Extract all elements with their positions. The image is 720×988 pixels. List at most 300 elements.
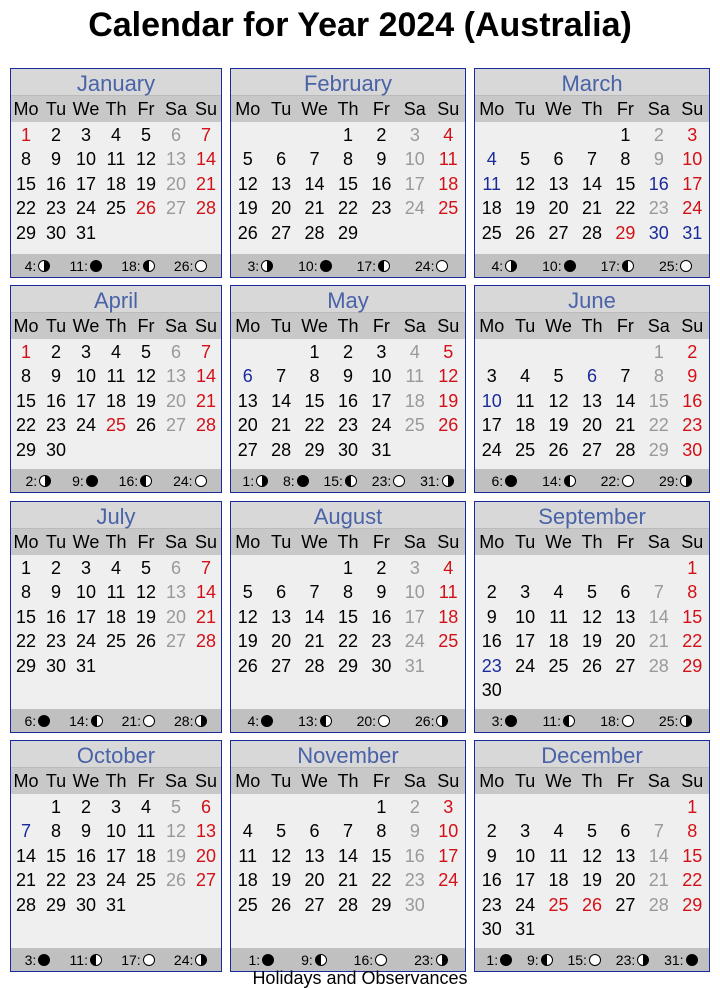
day-cell[interactable]: 5 (586, 582, 597, 603)
day-cell[interactable]: 28 (581, 222, 602, 243)
day-cell[interactable]: 17 (75, 390, 97, 411)
day-cell[interactable]: 18 (438, 173, 459, 194)
day-cell[interactable]: 2 (50, 558, 61, 578)
day-cell[interactable]: 29 (648, 439, 669, 460)
day-cell[interactable]: 12 (135, 366, 157, 387)
day-cell[interactable]: 29 (682, 894, 703, 915)
day-cell[interactable]: 9 (486, 606, 497, 627)
day-cell[interactable]: 27 (581, 439, 602, 460)
day-cell[interactable]: 14 (304, 606, 325, 627)
day-cell[interactable]: 21 (271, 415, 292, 436)
day-cell[interactable]: 29 (337, 655, 358, 676)
day-cell[interactable]: 7 (309, 582, 320, 603)
day-cell[interactable]: 4 (110, 342, 121, 362)
day-cell[interactable]: 19 (581, 631, 602, 652)
day-cell[interactable]: 14 (195, 582, 217, 603)
day-cell[interactable]: 17 (105, 845, 127, 866)
day-cell[interactable]: 15 (45, 845, 67, 866)
day-cell[interactable]: 2 (409, 797, 420, 817)
day-cell[interactable]: 12 (548, 390, 569, 411)
day-cell[interactable]: 17 (682, 173, 703, 194)
day-cell[interactable]: 12 (165, 821, 187, 842)
day-cell[interactable]: 4 (486, 149, 497, 170)
day-cell[interactable]: 12 (515, 173, 536, 194)
day-cell[interactable]: 28 (195, 198, 217, 219)
day-cell[interactable]: 5 (170, 797, 181, 817)
day-cell[interactable]: 26 (548, 439, 569, 460)
day-cell[interactable]: 2 (376, 125, 387, 145)
day-cell[interactable]: 17 (515, 631, 536, 652)
day-cell[interactable]: 2 (687, 342, 698, 362)
day-cell[interactable]: 6 (170, 125, 181, 145)
day-cell[interactable]: 27 (165, 198, 187, 219)
day-cell[interactable]: 15 (682, 845, 703, 866)
day-cell[interactable]: 24 (75, 198, 97, 219)
day-cell[interactable]: 22 (648, 415, 669, 436)
day-cell[interactable]: 12 (438, 366, 459, 387)
day-cell[interactable]: 19 (237, 631, 258, 652)
day-cell[interactable]: 23 (371, 631, 392, 652)
day-cell[interactable]: 5 (443, 342, 454, 362)
day-cell[interactable]: 17 (75, 606, 97, 627)
day-cell[interactable]: 16 (45, 606, 67, 627)
day-cell[interactable]: 10 (75, 582, 97, 603)
day-cell[interactable]: 4 (110, 125, 121, 145)
day-cell[interactable]: 22 (682, 631, 703, 652)
day-cell[interactable]: 22 (682, 870, 703, 891)
day-cell[interactable]: 11 (405, 366, 425, 387)
day-cell[interactable]: 10 (682, 149, 703, 170)
day-cell[interactable]: 8 (342, 582, 353, 603)
day-cell[interactable]: 18 (105, 606, 127, 627)
day-cell[interactable]: 1 (687, 558, 698, 578)
day-cell[interactable]: 9 (376, 149, 387, 170)
day-cell[interactable]: 1 (50, 797, 61, 817)
day-cell[interactable]: 7 (653, 821, 664, 842)
day-cell[interactable]: 21 (648, 870, 669, 891)
day-cell[interactable]: 15 (682, 606, 703, 627)
day-cell[interactable]: 30 (481, 918, 502, 939)
day-cell[interactable]: 26 (581, 894, 602, 915)
day-cell[interactable]: 12 (135, 149, 157, 170)
day-cell[interactable]: 28 (195, 415, 217, 436)
day-cell[interactable]: 26 (237, 222, 258, 243)
day-cell[interactable]: 31 (75, 222, 97, 243)
day-cell[interactable]: 13 (165, 149, 187, 170)
day-cell[interactable]: 30 (371, 655, 392, 676)
day-cell[interactable]: 1 (342, 125, 353, 145)
day-cell[interactable]: 25 (548, 894, 569, 915)
day-cell[interactable]: 11 (106, 366, 126, 387)
day-cell[interactable]: 29 (15, 655, 37, 676)
day-cell[interactable]: 11 (106, 582, 126, 603)
day-cell[interactable]: 24 (682, 198, 703, 219)
day-cell[interactable]: 13 (195, 821, 217, 842)
day-cell[interactable]: 26 (237, 655, 258, 676)
day-cell[interactable]: 25 (438, 198, 459, 219)
day-cell[interactable]: 16 (682, 390, 703, 411)
day-cell[interactable]: 19 (515, 198, 536, 219)
day-cell[interactable]: 1 (20, 558, 31, 578)
day-cell[interactable]: 13 (548, 173, 569, 194)
day-cell[interactable]: 17 (404, 606, 425, 627)
day-cell[interactable]: 31 (105, 894, 127, 915)
day-cell[interactable]: 5 (586, 821, 597, 842)
day-cell[interactable]: 17 (515, 870, 536, 891)
day-cell[interactable]: 25 (105, 415, 127, 436)
day-cell[interactable]: 16 (45, 390, 67, 411)
day-cell[interactable]: 6 (200, 797, 211, 817)
day-cell[interactable]: 19 (548, 415, 569, 436)
day-cell[interactable]: 22 (15, 415, 37, 436)
day-cell[interactable]: 30 (75, 894, 97, 915)
day-cell[interactable]: 14 (648, 606, 669, 627)
day-cell[interactable]: 20 (548, 198, 569, 219)
day-cell[interactable]: 18 (237, 870, 258, 891)
day-cell[interactable]: 23 (75, 870, 97, 891)
day-cell[interactable]: 17 (481, 415, 502, 436)
day-cell[interactable]: 8 (620, 149, 631, 170)
day-cell[interactable]: 24 (404, 198, 425, 219)
day-cell[interactable]: 3 (80, 558, 91, 578)
day-cell[interactable]: 20 (195, 845, 217, 866)
day-cell[interactable]: 13 (165, 582, 187, 603)
day-cell[interactable]: 23 (481, 655, 502, 676)
day-cell[interactable]: 5 (140, 125, 151, 145)
day-cell[interactable]: 2 (486, 582, 497, 603)
day-cell[interactable]: 8 (342, 149, 353, 170)
day-cell[interactable]: 19 (581, 870, 602, 891)
day-cell[interactable]: 3 (80, 342, 91, 362)
day-cell[interactable]: 1 (376, 797, 387, 817)
day-cell[interactable]: 12 (581, 606, 602, 627)
day-cell[interactable]: 24 (404, 631, 425, 652)
day-cell[interactable]: 30 (404, 894, 425, 915)
day-cell[interactable]: 26 (515, 222, 536, 243)
day-cell[interactable]: 23 (371, 198, 392, 219)
day-cell[interactable]: 11 (438, 149, 458, 170)
day-cell[interactable]: 6 (170, 342, 181, 362)
day-cell[interactable]: 14 (195, 366, 217, 387)
day-cell[interactable]: 24 (105, 870, 127, 891)
day-cell[interactable]: 17 (404, 173, 425, 194)
day-cell[interactable]: 6 (620, 582, 631, 603)
day-cell[interactable]: 3 (80, 125, 91, 145)
day-cell[interactable]: 30 (337, 439, 358, 460)
day-cell[interactable]: 6 (309, 821, 320, 842)
day-cell[interactable]: 15 (648, 390, 669, 411)
day-cell[interactable]: 16 (481, 870, 502, 891)
day-cell[interactable]: 13 (165, 366, 187, 387)
day-cell[interactable]: 4 (140, 797, 151, 817)
day-cell[interactable]: 10 (404, 582, 425, 603)
day-cell[interactable]: 19 (135, 173, 157, 194)
day-cell[interactable]: 3 (110, 797, 121, 817)
day-cell[interactable]: 8 (653, 366, 664, 387)
day-cell[interactable]: 27 (165, 631, 187, 652)
day-cell[interactable]: 9 (50, 366, 61, 387)
day-cell[interactable]: 3 (520, 821, 531, 842)
day-cell[interactable]: 3 (376, 342, 387, 362)
day-cell[interactable]: 9 (376, 582, 387, 603)
day-cell[interactable]: 9 (653, 149, 664, 170)
day-cell[interactable]: 1 (687, 797, 698, 817)
day-cell[interactable]: 3 (409, 125, 420, 145)
day-cell[interactable]: 19 (135, 606, 157, 627)
day-cell[interactable]: 30 (45, 439, 67, 460)
day-cell[interactable]: 25 (481, 222, 502, 243)
day-cell[interactable]: 23 (648, 198, 669, 219)
day-cell[interactable]: 5 (140, 558, 151, 578)
day-cell[interactable]: 23 (45, 198, 67, 219)
day-cell[interactable]: 29 (15, 222, 37, 243)
day-cell[interactable]: 15 (337, 606, 358, 627)
day-cell[interactable]: 26 (135, 631, 157, 652)
day-cell[interactable]: 1 (342, 558, 353, 578)
day-cell[interactable]: 8 (20, 366, 31, 387)
day-cell[interactable]: 20 (165, 390, 187, 411)
day-cell[interactable]: 19 (237, 198, 258, 219)
day-cell[interactable]: 7 (653, 582, 664, 603)
day-cell[interactable]: 4 (553, 582, 564, 603)
day-cell[interactable]: 22 (45, 870, 67, 891)
day-cell[interactable]: 28 (15, 894, 37, 915)
day-cell[interactable]: 14 (615, 390, 636, 411)
day-cell[interactable]: 6 (170, 558, 181, 578)
day-cell[interactable]: 29 (304, 439, 325, 460)
day-cell[interactable]: 8 (376, 821, 387, 842)
day-cell[interactable]: 27 (271, 655, 292, 676)
day-cell[interactable]: 2 (486, 821, 497, 842)
day-cell[interactable]: 27 (195, 870, 217, 891)
day-cell[interactable]: 21 (304, 631, 325, 652)
day-cell[interactable]: 9 (409, 821, 420, 842)
day-cell[interactable]: 6 (276, 149, 287, 170)
day-cell[interactable]: 28 (304, 222, 325, 243)
day-cell[interactable]: 3 (443, 797, 454, 817)
day-cell[interactable]: 30 (45, 655, 67, 676)
day-cell[interactable]: 20 (165, 606, 187, 627)
day-cell[interactable]: 20 (615, 631, 636, 652)
day-cell[interactable]: 28 (337, 894, 358, 915)
day-cell[interactable]: 2 (653, 125, 664, 145)
day-cell[interactable]: 28 (648, 655, 669, 676)
day-cell[interactable]: 17 (438, 845, 459, 866)
day-cell[interactable]: 15 (304, 390, 325, 411)
day-cell[interactable]: 4 (242, 821, 253, 842)
day-cell[interactable]: 13 (615, 845, 636, 866)
day-cell[interactable]: 2 (80, 797, 91, 817)
day-cell[interactable]: 1 (20, 125, 31, 145)
day-cell[interactable]: 30 (45, 222, 67, 243)
day-cell[interactable]: 24 (75, 631, 97, 652)
day-cell[interactable]: 25 (105, 198, 127, 219)
day-cell[interactable]: 24 (515, 894, 536, 915)
day-cell[interactable]: 18 (404, 390, 425, 411)
day-cell[interactable]: 5 (276, 821, 287, 842)
day-cell[interactable]: 20 (237, 415, 258, 436)
day-cell[interactable]: 25 (515, 439, 536, 460)
day-cell[interactable]: 22 (15, 631, 37, 652)
day-cell[interactable]: 1 (653, 342, 664, 362)
day-cell[interactable]: 22 (615, 198, 636, 219)
day-cell[interactable]: 8 (20, 149, 31, 170)
day-cell[interactable]: 12 (237, 173, 258, 194)
day-cell[interactable]: 27 (615, 894, 636, 915)
day-cell[interactable]: 4 (409, 342, 420, 362)
day-cell[interactable]: 7 (200, 342, 211, 362)
day-cell[interactable]: 16 (371, 606, 392, 627)
day-cell[interactable]: 6 (276, 582, 287, 603)
day-cell[interactable]: 10 (404, 149, 425, 170)
day-cell[interactable]: 6 (553, 149, 564, 170)
day-cell[interactable]: 18 (105, 390, 127, 411)
day-cell[interactable]: 29 (15, 439, 37, 460)
day-cell[interactable]: 23 (404, 870, 425, 891)
day-cell[interactable]: 12 (271, 845, 292, 866)
day-cell[interactable]: 14 (195, 149, 217, 170)
day-cell[interactable]: 16 (404, 845, 425, 866)
day-cell[interactable]: 25 (548, 655, 569, 676)
day-cell[interactable]: 13 (581, 390, 602, 411)
day-cell[interactable]: 7 (276, 366, 287, 387)
day-cell[interactable]: 4 (110, 558, 121, 578)
day-cell[interactable]: 22 (371, 870, 392, 891)
day-cell[interactable]: 24 (371, 415, 392, 436)
day-cell[interactable]: 20 (581, 415, 602, 436)
day-cell[interactable]: 3 (687, 125, 698, 145)
day-cell[interactable]: 10 (75, 149, 97, 170)
day-cell[interactable]: 29 (615, 222, 636, 243)
day-cell[interactable]: 29 (337, 222, 358, 243)
day-cell[interactable]: 8 (687, 582, 698, 603)
day-cell[interactable]: 3 (409, 558, 420, 578)
day-cell[interactable]: 14 (648, 845, 669, 866)
day-cell[interactable]: 24 (515, 655, 536, 676)
day-cell[interactable]: 7 (200, 558, 211, 578)
day-cell[interactable]: 21 (195, 390, 217, 411)
day-cell[interactable]: 26 (135, 198, 157, 219)
day-cell[interactable]: 1 (620, 125, 631, 145)
day-cell[interactable]: 12 (581, 845, 602, 866)
day-cell[interactable]: 20 (271, 631, 292, 652)
day-cell[interactable]: 18 (135, 845, 157, 866)
day-cell[interactable]: 5 (520, 149, 531, 170)
day-cell[interactable]: 6 (242, 366, 253, 387)
day-cell[interactable]: 4 (553, 821, 564, 842)
day-cell[interactable]: 5 (140, 342, 151, 362)
day-cell[interactable]: 17 (371, 390, 392, 411)
day-cell[interactable]: 28 (195, 631, 217, 652)
day-cell[interactable]: 29 (45, 894, 67, 915)
day-cell[interactable]: 18 (105, 173, 127, 194)
day-cell[interactable]: 22 (304, 415, 325, 436)
day-cell[interactable]: 7 (342, 821, 353, 842)
day-cell[interactable]: 18 (481, 198, 502, 219)
day-cell[interactable]: 26 (135, 415, 157, 436)
day-cell[interactable]: 11 (238, 845, 258, 866)
day-cell[interactable]: 12 (237, 606, 258, 627)
day-cell[interactable]: 11 (549, 845, 568, 866)
day-cell[interactable]: 8 (50, 821, 61, 842)
day-cell[interactable]: 16 (648, 173, 669, 194)
day-cell[interactable]: 21 (648, 631, 669, 652)
day-cell[interactable]: 1 (20, 342, 31, 362)
day-cell[interactable]: 7 (200, 125, 211, 145)
day-cell[interactable]: 30 (682, 439, 703, 460)
day-cell[interactable]: 22 (337, 198, 358, 219)
day-cell[interactable]: 21 (195, 606, 217, 627)
day-cell[interactable]: 23 (481, 894, 502, 915)
day-cell[interactable]: 30 (648, 222, 669, 243)
day-cell[interactable]: 6 (586, 366, 597, 387)
day-cell[interactable]: 19 (271, 870, 292, 891)
day-cell[interactable]: 16 (371, 173, 392, 194)
day-cell[interactable]: 10 (438, 821, 459, 842)
day-cell[interactable]: 9 (80, 821, 91, 842)
day-cell[interactable]: 6 (620, 821, 631, 842)
day-cell[interactable]: 21 (304, 198, 325, 219)
day-cell[interactable]: 14 (337, 845, 358, 866)
day-cell[interactable]: 11 (438, 582, 458, 603)
day-cell[interactable]: 5 (242, 582, 253, 603)
day-cell[interactable]: 31 (515, 918, 536, 939)
day-cell[interactable]: 4 (443, 558, 454, 578)
day-cell[interactable]: 15 (15, 173, 37, 194)
day-cell[interactable]: 23 (45, 631, 67, 652)
day-cell[interactable]: 15 (615, 173, 636, 194)
day-cell[interactable]: 14 (581, 173, 602, 194)
day-cell[interactable]: 13 (237, 390, 258, 411)
day-cell[interactable]: 11 (549, 606, 568, 627)
day-cell[interactable]: 16 (45, 173, 67, 194)
day-cell[interactable]: 20 (615, 870, 636, 891)
day-cell[interactable]: 20 (165, 173, 187, 194)
day-cell[interactable]: 9 (486, 845, 497, 866)
day-cell[interactable]: 14 (15, 845, 37, 866)
day-cell[interactable]: 10 (515, 606, 536, 627)
day-cell[interactable]: 7 (586, 149, 597, 170)
day-cell[interactable]: 8 (309, 366, 320, 387)
day-cell[interactable]: 27 (165, 415, 187, 436)
day-cell[interactable]: 19 (165, 845, 187, 866)
day-cell[interactable]: 25 (135, 870, 157, 891)
day-cell[interactable]: 15 (371, 845, 392, 866)
day-cell[interactable]: 2 (50, 125, 61, 145)
day-cell[interactable]: 11 (515, 390, 535, 411)
day-cell[interactable]: 16 (337, 390, 358, 411)
day-cell[interactable]: 30 (481, 679, 502, 700)
day-cell[interactable]: 25 (438, 631, 459, 652)
day-cell[interactable]: 8 (20, 582, 31, 603)
day-cell[interactable]: 13 (304, 845, 325, 866)
day-cell[interactable]: 20 (271, 198, 292, 219)
day-cell[interactable]: 28 (648, 894, 669, 915)
day-cell[interactable]: 28 (615, 439, 636, 460)
day-cell[interactable]: 4 (520, 366, 531, 387)
day-cell[interactable]: 31 (75, 655, 97, 676)
day-cell[interactable]: 25 (404, 415, 425, 436)
day-cell[interactable]: 10 (515, 845, 536, 866)
day-cell[interactable]: 21 (581, 198, 602, 219)
day-cell[interactable]: 5 (242, 149, 253, 170)
day-cell[interactable]: 25 (237, 894, 258, 915)
day-cell[interactable]: 11 (482, 173, 502, 194)
day-cell[interactable]: 29 (682, 655, 703, 676)
day-cell[interactable]: 21 (15, 870, 37, 891)
day-cell[interactable]: 28 (304, 655, 325, 676)
day-cell[interactable]: 26 (438, 415, 459, 436)
